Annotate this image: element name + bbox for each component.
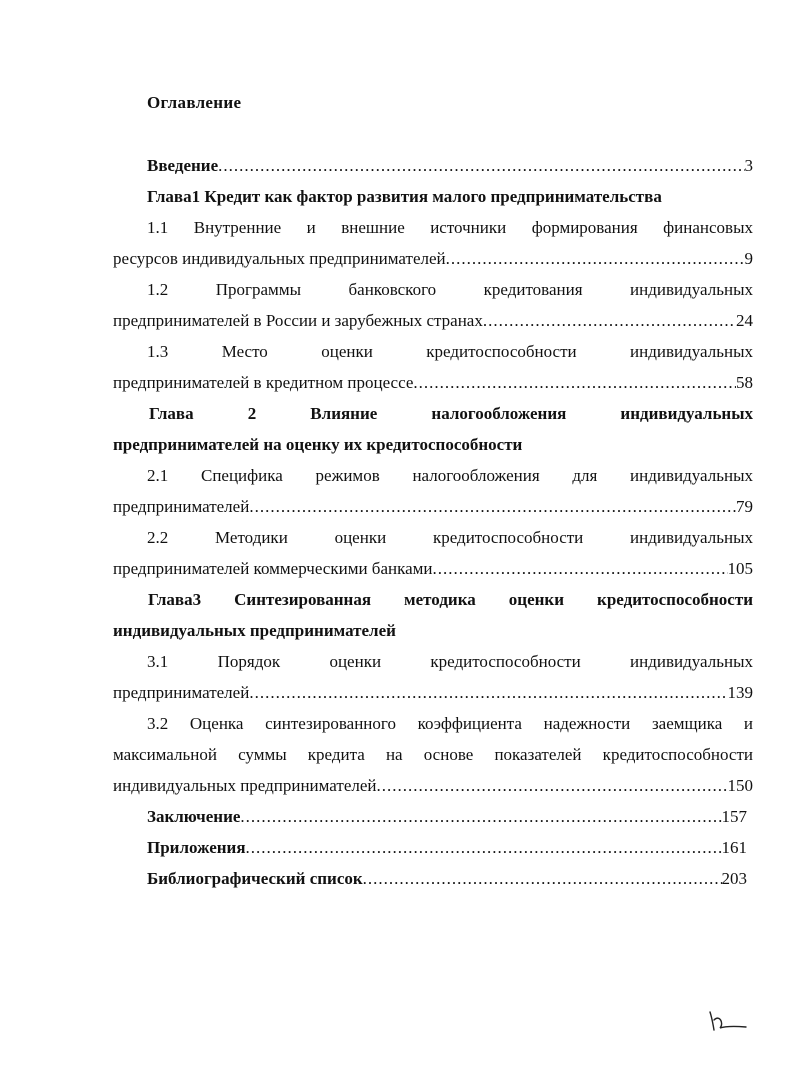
toc-section-3-1-end: [113, 677, 753, 708]
toc-entry-label: предпринимателей в кредитном процессе: [113, 373, 414, 392]
toc-entry-label: Заключение: [147, 807, 241, 826]
chapter-title-text: Глава1 Кредит как фактор развития малого предпринимательства: [147, 187, 662, 206]
toc-entry-label: предпринимателей коммерческими банками: [113, 559, 433, 578]
toc-entry-appendices: [113, 832, 753, 863]
page-title: Оглавление: [147, 93, 242, 112]
leader-dots: [218, 150, 744, 181]
toc-page-number: 139: [727, 683, 753, 702]
toc-entry-label: Введение: [147, 156, 219, 175]
leader-dots: [363, 863, 722, 894]
toc-entry-label: ресурсов индивидуальных предпринимателей: [113, 249, 446, 268]
toc-section-3-2-end: [113, 770, 753, 801]
toc-page-number: 24: [736, 311, 753, 330]
toc-entry-bibliography: [113, 863, 753, 894]
toc-chapter-2-title-line1: Глава 2 Влияние налогообложения индивидуальных: [149, 404, 753, 423]
toc-section-2-2-line: 2.2 Методики оценки кредитоспособности индивидуальных: [147, 528, 753, 547]
toc-chapter-1-title: [113, 181, 753, 212]
toc-page-number: 105: [727, 559, 753, 578]
toc-section-3-2-line1: 3.2 Оценка синтезированного коэффициента надежности заемщика и: [147, 714, 753, 733]
toc-section-2-1-end: [113, 491, 753, 522]
leader-dots: [249, 491, 736, 522]
table-of-contents: [113, 150, 753, 894]
leader-dots: [483, 305, 736, 336]
toc-section-1-2-line: 1.2 Программы банковского кредитования индивидуальных: [147, 280, 753, 299]
toc-entry-label: Приложения: [147, 838, 246, 857]
toc-chapter-3-title-line1: Глава3 Синтезированная методика оценки кредитоспособности: [148, 590, 753, 609]
handwritten-signature: [700, 1006, 750, 1036]
toc-entry-label: предпринимателей: [113, 497, 250, 516]
toc-entry-label: предпринимателей в России и зарубежных странах: [113, 311, 483, 330]
chapter-title-text: предпринимателей на оценку их кредитоспособности: [113, 435, 523, 454]
toc-section-1-3-end: [113, 367, 753, 398]
toc-page-number: 3: [744, 156, 753, 175]
toc-page-number: 157: [721, 807, 747, 826]
toc-entry-label: предпринимателей: [113, 683, 250, 702]
toc-entry-label: индивидуальных предпринимателей: [113, 776, 377, 795]
toc-entry-intro: [113, 150, 753, 181]
toc-page-number: 150: [727, 776, 753, 795]
toc-section-2-1-line: 2.1 Специфика режимов налогообложения для индивидуальных: [147, 466, 753, 485]
toc-section-3-2-line2: максимальной суммы кредита на основе показателей кредитоспособности: [113, 745, 753, 764]
leader-dots: [413, 367, 736, 398]
toc-section-1-2-end: [113, 305, 753, 336]
leader-dots: [446, 243, 745, 274]
toc-chapter-3-title-line2: [113, 615, 753, 646]
toc-page-number: 161: [721, 838, 747, 857]
toc-section-1-1-line: 1.1 Внутренние и внешние источники формирования финансовых: [147, 218, 753, 237]
toc-page-number: 9: [744, 249, 753, 268]
leader-dots: [246, 832, 722, 863]
toc-page-number: 203: [721, 869, 747, 888]
toc-entry-label: Библиографический список: [147, 869, 363, 888]
leader-dots: [433, 553, 728, 584]
toc-section-1-3-line: 1.3 Место оценки кредитоспособности индивидуальных: [147, 342, 753, 361]
toc-section-1-1-end: [113, 243, 753, 274]
toc-page-number: 58: [736, 373, 753, 392]
toc-section-3-1-line: 3.1 Порядок оценки кредитоспособности индивидуальных: [147, 652, 753, 671]
leader-dots: [377, 770, 728, 801]
toc-chapter-2-title-line2: [113, 429, 753, 460]
leader-dots: [240, 801, 721, 832]
leader-dots: [249, 677, 727, 708]
toc-entry-conclusion: [113, 801, 753, 832]
chapter-title-text: индивидуальных предпринимателей: [113, 621, 396, 640]
toc-section-2-2-end: [113, 553, 753, 584]
toc-page-number: 79: [736, 497, 753, 516]
